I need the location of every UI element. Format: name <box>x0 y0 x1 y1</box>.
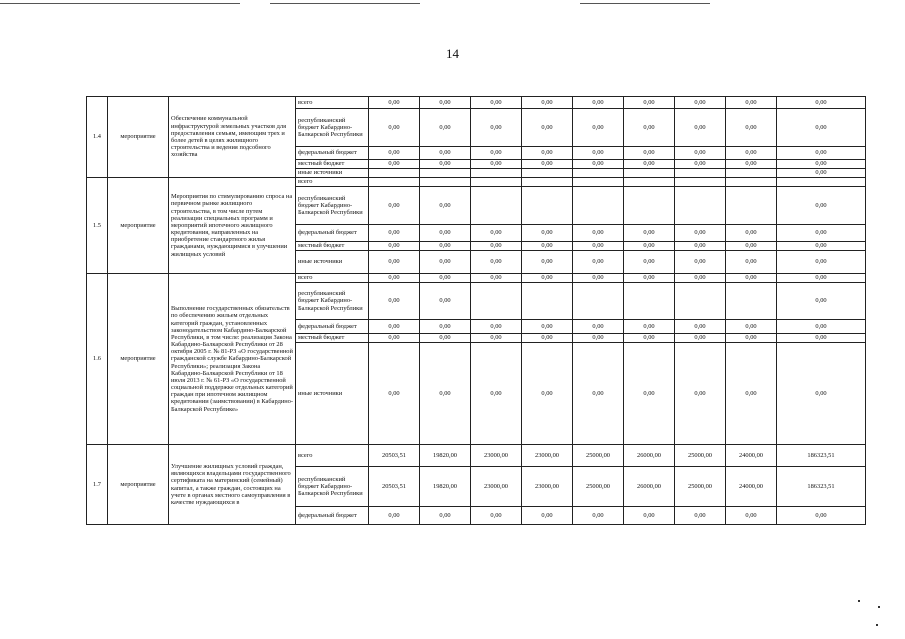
amount-cell: 0,00 <box>369 225 420 242</box>
amount-cell: 0,00 <box>777 169 866 178</box>
amount-cell: 0,00 <box>573 507 624 525</box>
amount-cell <box>624 187 675 225</box>
amount-cell: 0,00 <box>420 97 471 109</box>
amount-cell: 0,00 <box>522 242 573 251</box>
amount-cell: 0,00 <box>726 160 777 169</box>
amount-cell: 0,00 <box>777 160 866 169</box>
amount-cell: 0,00 <box>420 274 471 283</box>
amount-cell <box>420 178 471 187</box>
amount-cell <box>369 169 420 178</box>
row-kind: мероприятие <box>108 97 169 178</box>
amount-cell: 0,00 <box>726 251 777 274</box>
amount-cell <box>573 283 624 320</box>
amount-cell: 0,00 <box>420 320 471 334</box>
amount-cell: 0,00 <box>573 97 624 109</box>
amount-cell: 0,00 <box>420 187 471 225</box>
amount-cell <box>471 169 522 178</box>
amount-cell: 0,00 <box>726 109 777 147</box>
funding-source: республиканский бюджет Кабардино-Балкарской Республики <box>296 283 369 320</box>
amount-cell: 0,00 <box>777 187 866 225</box>
amount-cell: 0,00 <box>420 334 471 343</box>
funding-source: местный бюджет <box>296 160 369 169</box>
amount-cell: 0,00 <box>675 343 726 445</box>
amount-cell: 0,00 <box>777 251 866 274</box>
table-row <box>87 97 866 109</box>
amount-cell: 0,00 <box>471 109 522 147</box>
amount-cell: 0,00 <box>522 225 573 242</box>
amount-cell: 19820,00 <box>420 445 471 467</box>
table-body <box>87 97 866 525</box>
funding-source: республиканский бюджет Кабардино-Балкарской Республики <box>296 187 369 225</box>
amount-cell: 0,00 <box>777 334 866 343</box>
amount-cell: 0,00 <box>777 242 866 251</box>
funding-source: местный бюджет <box>296 334 369 343</box>
amount-cell <box>471 178 522 187</box>
amount-cell: 0,00 <box>420 109 471 147</box>
row-index: 1.4 <box>87 97 108 178</box>
amount-cell: 0,00 <box>675 225 726 242</box>
amount-cell: 0,00 <box>369 274 420 283</box>
amount-cell <box>777 178 866 187</box>
amount-cell: 0,00 <box>777 320 866 334</box>
amount-cell: 0,00 <box>675 320 726 334</box>
amount-cell: 0,00 <box>420 160 471 169</box>
row-kind: мероприятие <box>108 445 169 525</box>
table-row <box>87 178 866 187</box>
amount-cell: 0,00 <box>624 343 675 445</box>
amount-cell: 0,00 <box>675 334 726 343</box>
amount-cell <box>522 187 573 225</box>
amount-cell: 0,00 <box>726 320 777 334</box>
amount-cell: 0,00 <box>522 97 573 109</box>
amount-cell: 0,00 <box>522 320 573 334</box>
amount-cell: 0,00 <box>471 343 522 445</box>
amount-cell <box>726 187 777 225</box>
amount-cell: 0,00 <box>624 334 675 343</box>
funding-table <box>86 96 866 525</box>
scan-speck <box>876 624 878 626</box>
amount-cell <box>675 283 726 320</box>
amount-cell: 0,00 <box>624 225 675 242</box>
row-kind: мероприятие <box>108 178 169 274</box>
funding-source: всего <box>296 274 369 283</box>
amount-cell: 0,00 <box>624 109 675 147</box>
amount-cell: 0,00 <box>369 187 420 225</box>
amount-cell: 0,00 <box>420 147 471 160</box>
amount-cell: 0,00 <box>369 109 420 147</box>
amount-cell: 0,00 <box>573 334 624 343</box>
row-index: 1.7 <box>87 445 108 525</box>
amount-cell: 0,00 <box>573 242 624 251</box>
amount-cell: 23000,00 <box>522 445 573 467</box>
table-row <box>87 274 866 283</box>
amount-cell <box>369 178 420 187</box>
amount-cell: 0,00 <box>573 320 624 334</box>
scan-speck <box>878 606 880 608</box>
amount-cell <box>522 178 573 187</box>
amount-cell <box>624 169 675 178</box>
amount-cell: 0,00 <box>675 274 726 283</box>
amount-cell: 186323,51 <box>777 467 866 507</box>
amount-cell: 0,00 <box>624 147 675 160</box>
amount-cell: 0,00 <box>369 147 420 160</box>
amount-cell: 0,00 <box>369 334 420 343</box>
amount-cell: 23000,00 <box>471 467 522 507</box>
row-index: 1.6 <box>87 274 108 445</box>
row-description: Обеспечение коммунальной инфраструктурой земельных участков для предоставления семьям, имеющим трех и более детей в целях жилищного строительства и ведения подсобного хозяйства <box>169 97 296 178</box>
scan-speck <box>858 600 860 602</box>
row-description: Выполнение государственных обязательств по обеспечению жильем отдельных категорий граждан, установленных законодательством Кабардино-Балкарской Республики, в том числе: реализация Закона Кабардино-Балкарской Республики от 28 октября 2005 г. № 81-РЗ «О государственной гражданской службе Кабардино-Балкарской Республики»; реализация Закона Кабардино-Балкарской Республики от 18 июля 2013 г. № 61-РЗ «О государственной социальной поддержке отдельных категорий граждан при ипотечном жилищном кредитовании (заимствовании) в Кабардино-Балкарской Республике» <box>169 274 296 445</box>
amount-cell: 0,00 <box>471 225 522 242</box>
amount-cell: 0,00 <box>522 507 573 525</box>
amount-cell: 0,00 <box>522 251 573 274</box>
amount-cell: 0,00 <box>522 109 573 147</box>
amount-cell: 0,00 <box>369 343 420 445</box>
amount-cell: 0,00 <box>675 147 726 160</box>
amount-cell: 0,00 <box>471 320 522 334</box>
amount-cell: 25000,00 <box>573 467 624 507</box>
amount-cell: 0,00 <box>522 160 573 169</box>
amount-cell: 0,00 <box>369 97 420 109</box>
amount-cell: 0,00 <box>420 507 471 525</box>
row-description: Мероприятия по стимулированию спроса на первичном рынке жилищного строительства, в том числе путем реализации специальных программ и мероприятий ипотечного жилищного кредитования, направленных на приобретение стандартного жилья гражданами, нуждающимися в улучшении жилищных условий <box>169 178 296 274</box>
amount-cell: 0,00 <box>471 97 522 109</box>
funding-source: всего <box>296 97 369 109</box>
amount-cell: 0,00 <box>573 343 624 445</box>
amount-cell <box>573 178 624 187</box>
amount-cell: 0,00 <box>675 109 726 147</box>
amount-cell <box>573 187 624 225</box>
amount-cell: 0,00 <box>420 343 471 445</box>
funding-source: всего <box>296 178 369 187</box>
amount-cell: 0,00 <box>726 242 777 251</box>
amount-cell: 23000,00 <box>522 467 573 507</box>
amount-cell: 24000,00 <box>726 445 777 467</box>
amount-cell: 0,00 <box>471 147 522 160</box>
amount-cell: 0,00 <box>573 225 624 242</box>
funding-source: республиканский бюджет Кабардино-Балкарской Республики <box>296 467 369 507</box>
row-index: 1.5 <box>87 178 108 274</box>
amount-cell: 0,00 <box>777 283 866 320</box>
amount-cell: 0,00 <box>624 160 675 169</box>
amount-cell: 24000,00 <box>726 467 777 507</box>
amount-cell: 0,00 <box>573 147 624 160</box>
amount-cell: 23000,00 <box>471 445 522 467</box>
amount-cell: 0,00 <box>777 274 866 283</box>
amount-cell <box>624 283 675 320</box>
amount-cell: 26000,00 <box>624 467 675 507</box>
amount-cell <box>675 187 726 225</box>
amount-cell: 0,00 <box>624 507 675 525</box>
top-rule-middle <box>270 3 420 4</box>
amount-cell: 20503,51 <box>369 445 420 467</box>
amount-cell: 0,00 <box>420 251 471 274</box>
amount-cell: 0,00 <box>777 109 866 147</box>
funding-source: федеральный бюджет <box>296 320 369 334</box>
amount-cell: 0,00 <box>369 242 420 251</box>
amount-cell <box>573 169 624 178</box>
funding-source: федеральный бюджет <box>296 147 369 160</box>
funding-source: иные источники <box>296 169 369 178</box>
amount-cell: 0,00 <box>522 343 573 445</box>
amount-cell: 0,00 <box>726 334 777 343</box>
amount-cell: 0,00 <box>777 507 866 525</box>
funding-source: иные источники <box>296 251 369 274</box>
amount-cell <box>726 169 777 178</box>
row-kind: мероприятие <box>108 274 169 445</box>
amount-cell: 19820,00 <box>420 467 471 507</box>
amount-cell: 0,00 <box>726 97 777 109</box>
amount-cell: 0,00 <box>624 251 675 274</box>
amount-cell: 0,00 <box>624 320 675 334</box>
amount-cell: 0,00 <box>573 274 624 283</box>
amount-cell: 0,00 <box>522 147 573 160</box>
amount-cell: 25000,00 <box>675 445 726 467</box>
amount-cell: 25000,00 <box>675 467 726 507</box>
amount-cell <box>624 178 675 187</box>
amount-cell: 0,00 <box>777 97 866 109</box>
amount-cell: 0,00 <box>624 97 675 109</box>
amount-cell: 0,00 <box>675 507 726 525</box>
amount-cell <box>522 169 573 178</box>
top-rule-right <box>580 3 710 4</box>
amount-cell: 0,00 <box>369 160 420 169</box>
row-description: Улучшение жилищных условий граждан, являющихся владельцами государственного сертификата на материнский (семейный) капитал, а также граждан, состоящих на учете в органах местного самоуправления в качестве нуждающихся в <box>169 445 296 525</box>
amount-cell: 0,00 <box>471 507 522 525</box>
amount-cell: 0,00 <box>471 251 522 274</box>
amount-cell: 0,00 <box>675 242 726 251</box>
amount-cell <box>471 187 522 225</box>
amount-cell <box>675 169 726 178</box>
amount-cell: 0,00 <box>675 97 726 109</box>
amount-cell: 26000,00 <box>624 445 675 467</box>
funding-source: всего <box>296 445 369 467</box>
amount-cell <box>420 169 471 178</box>
funding-source: иные источники <box>296 343 369 445</box>
page-number: 14 <box>446 46 459 61</box>
amount-cell: 0,00 <box>369 507 420 525</box>
funding-source: республиканский бюджет Кабардино-Балкарской Республики <box>296 109 369 147</box>
amount-cell: 0,00 <box>420 225 471 242</box>
amount-cell: 0,00 <box>573 109 624 147</box>
amount-cell <box>726 178 777 187</box>
funding-source: местный бюджет <box>296 242 369 251</box>
amount-cell: 0,00 <box>726 225 777 242</box>
amount-cell: 0,00 <box>471 274 522 283</box>
amount-cell <box>471 283 522 320</box>
amount-cell: 0,00 <box>369 320 420 334</box>
amount-cell <box>726 283 777 320</box>
amount-cell: 0,00 <box>624 274 675 283</box>
amount-cell: 186323,51 <box>777 445 866 467</box>
amount-cell: 0,00 <box>573 251 624 274</box>
amount-cell: 0,00 <box>369 251 420 274</box>
amount-cell: 0,00 <box>675 251 726 274</box>
amount-cell: 0,00 <box>777 147 866 160</box>
amount-cell: 0,00 <box>471 242 522 251</box>
amount-cell: 0,00 <box>624 242 675 251</box>
amount-cell: 0,00 <box>777 343 866 445</box>
table-row <box>87 445 866 467</box>
amount-cell: 0,00 <box>369 283 420 320</box>
funding-source: федеральный бюджет <box>296 225 369 242</box>
amount-cell <box>675 178 726 187</box>
amount-cell: 0,00 <box>726 274 777 283</box>
amount-cell: 20503,51 <box>369 467 420 507</box>
amount-cell: 0,00 <box>726 507 777 525</box>
amount-cell: 0,00 <box>573 160 624 169</box>
amount-cell: 0,00 <box>726 147 777 160</box>
amount-cell: 0,00 <box>777 225 866 242</box>
amount-cell: 25000,00 <box>573 445 624 467</box>
amount-cell: 0,00 <box>420 242 471 251</box>
amount-cell: 0,00 <box>675 160 726 169</box>
amount-cell: 0,00 <box>522 274 573 283</box>
amount-cell: 0,00 <box>522 334 573 343</box>
amount-cell: 0,00 <box>471 334 522 343</box>
funding-source: федеральный бюджет <box>296 507 369 525</box>
amount-cell <box>522 283 573 320</box>
top-rule-left <box>0 3 240 4</box>
amount-cell: 0,00 <box>726 343 777 445</box>
amount-cell: 0,00 <box>471 160 522 169</box>
amount-cell: 0,00 <box>420 283 471 320</box>
